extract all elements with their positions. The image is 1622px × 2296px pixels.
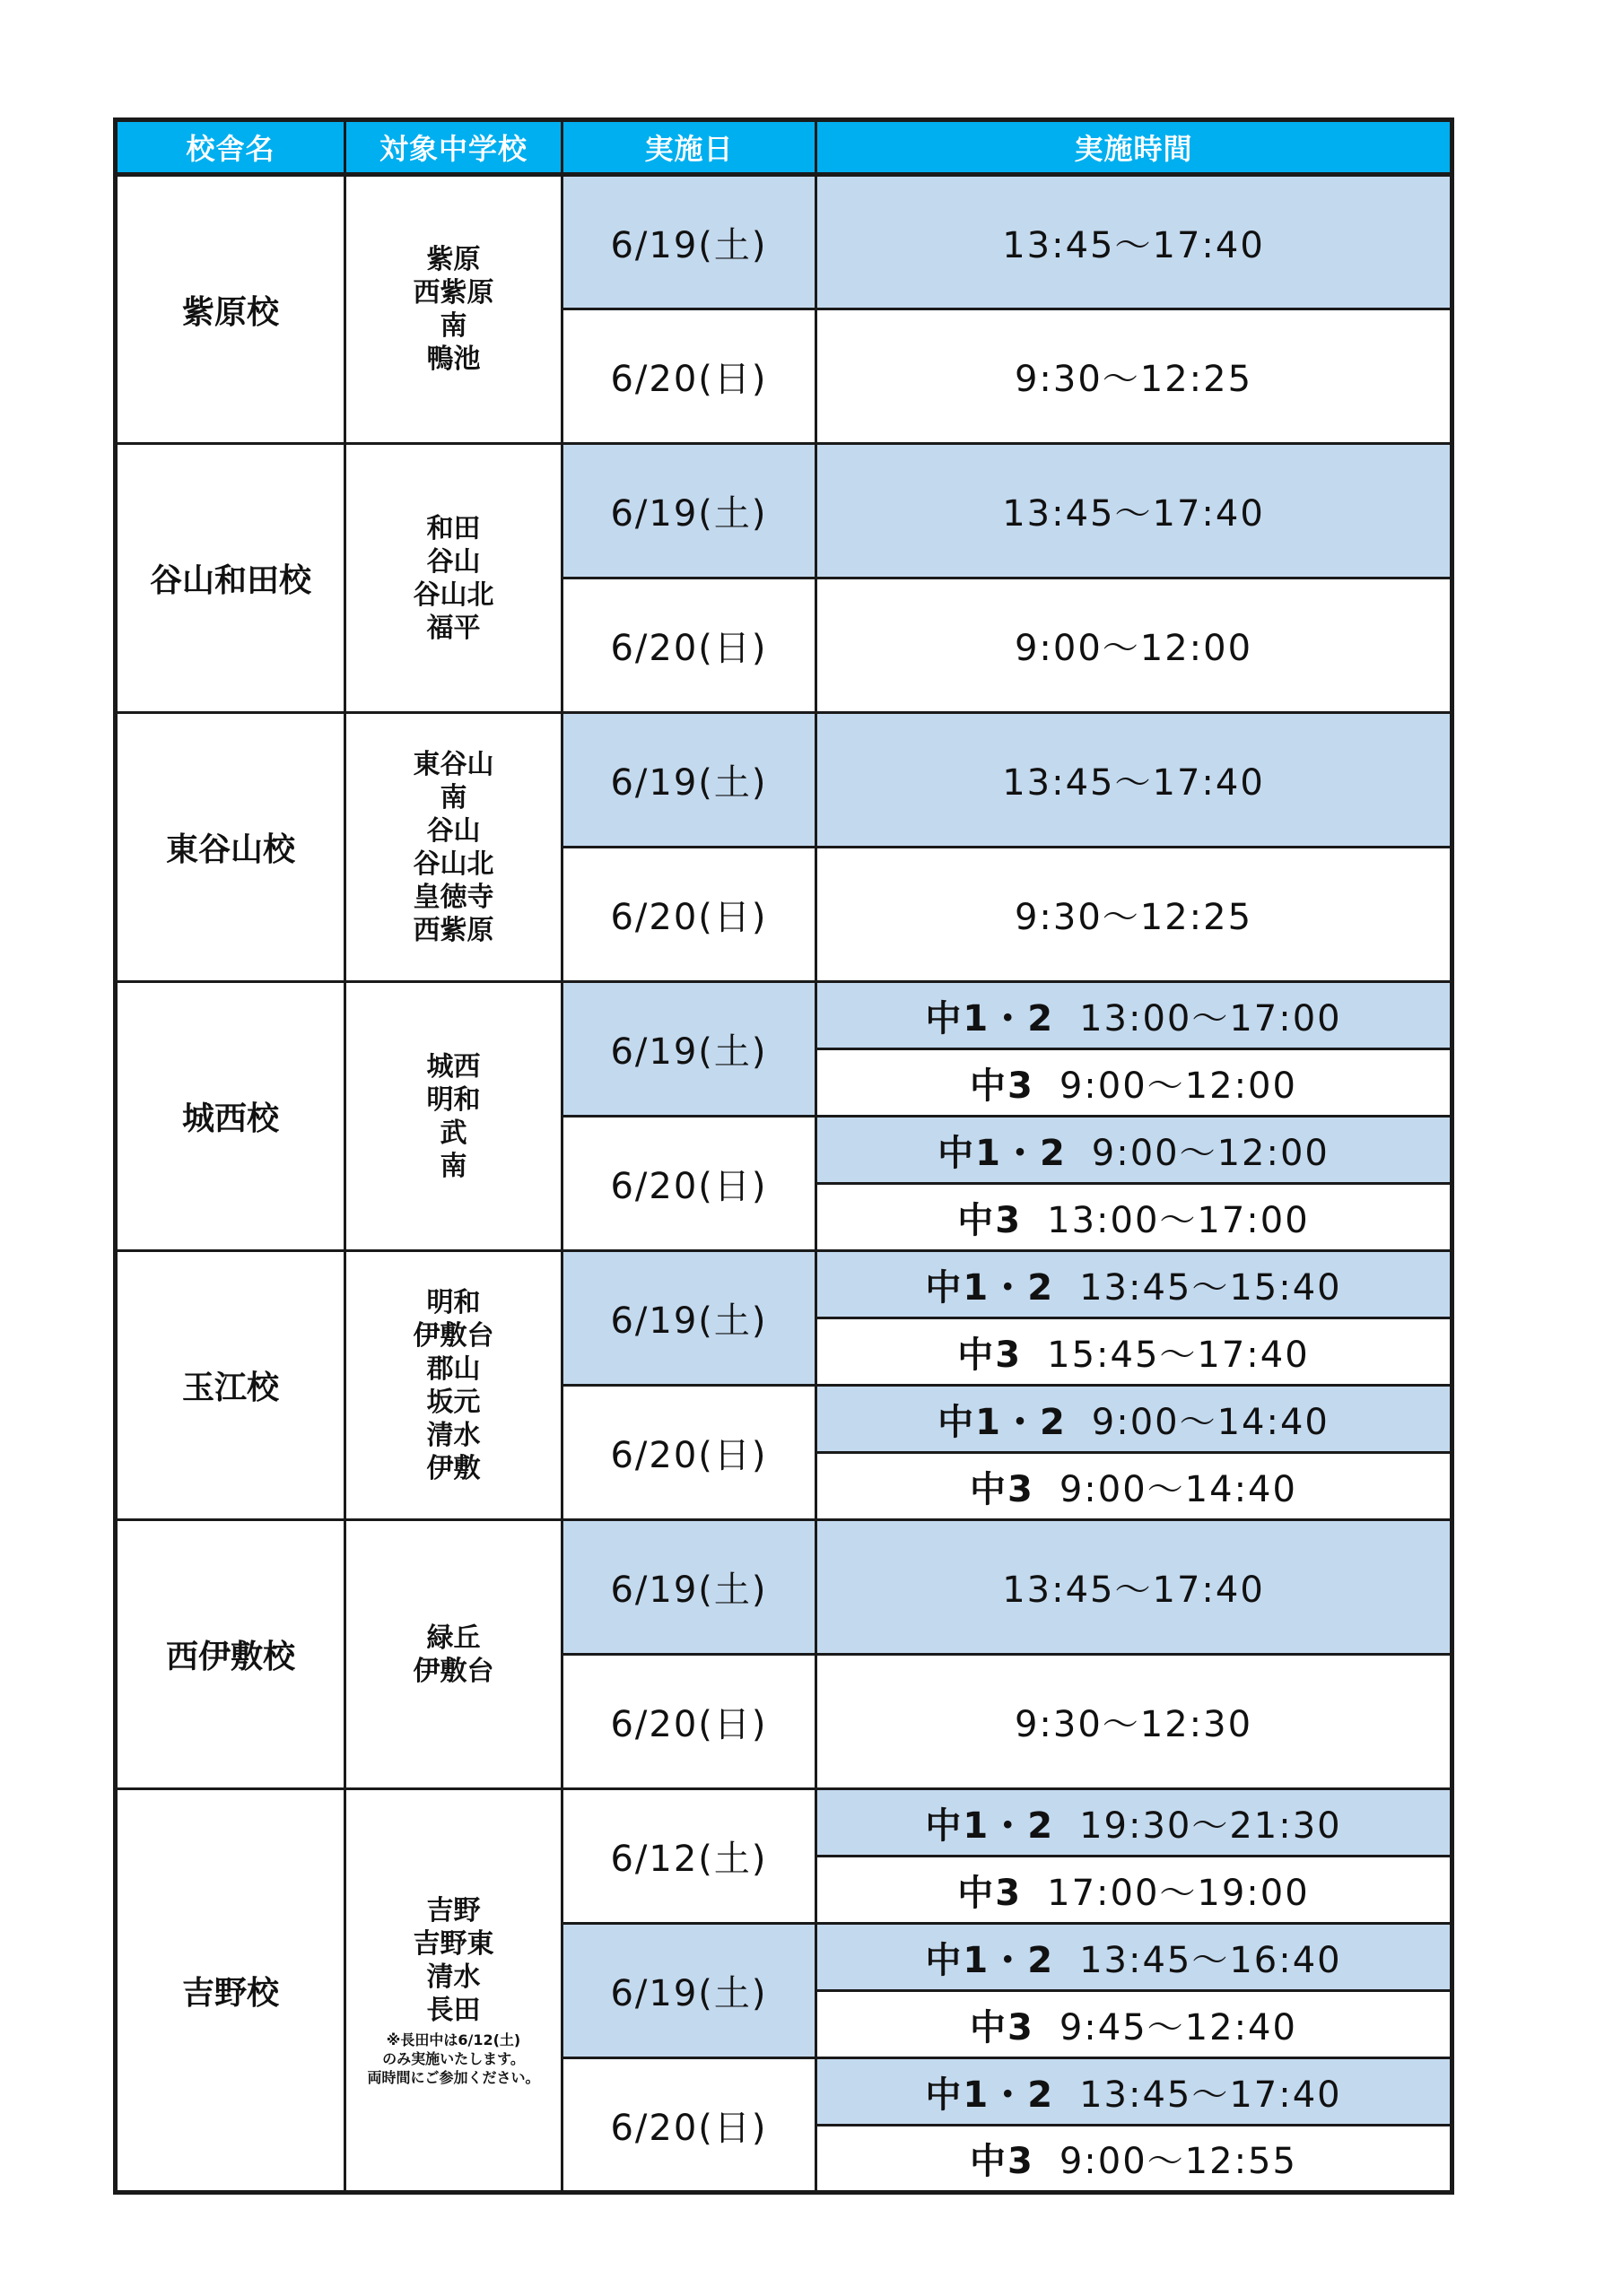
time-range: 17:00〜19:00: [1047, 1872, 1310, 1914]
school-name: 吉野校: [116, 1789, 345, 2193]
jhs-name: 吉野東: [413, 1927, 494, 1960]
time-range: 9:00〜14:40: [1059, 1468, 1297, 1510]
jhs-name: 緑丘: [426, 1622, 481, 1654]
jhs-name: 清水: [426, 1961, 481, 1993]
grade-label: 中3: [970, 1065, 1034, 1107]
time-cell: 13:45〜17:40: [816, 175, 1452, 309]
time-range: 13:45〜17:40: [1079, 2074, 1342, 2116]
table-row: [116, 1789, 1452, 1857]
jhs-name: 南: [440, 310, 467, 342]
time-cell: 13:45〜17:40: [816, 444, 1452, 578]
jhs-name: 鴨池: [426, 344, 481, 375]
date-cell: 6/19(土): [562, 1251, 816, 1386]
grade-label: 中1・2: [925, 2074, 1055, 2116]
grade-label: 中3: [957, 1199, 1023, 1241]
jhs-name: 南: [440, 1150, 467, 1182]
time-range: 13:45〜15:40: [1079, 1266, 1342, 1309]
jhs-name: 谷山北: [413, 848, 494, 880]
jhs-note-line: 両時間にご参加ください。: [367, 2068, 540, 2086]
target-jhs-list: [345, 713, 562, 982]
school-name: 紫原校: [116, 175, 345, 444]
time-cell: [816, 1251, 1452, 1318]
time-cell: 9:30〜12:25: [816, 848, 1452, 982]
grade-label: 中3: [970, 2006, 1034, 2048]
time-range: 9:00〜12:00: [1059, 1065, 1297, 1107]
jhs-name: 南: [440, 781, 467, 813]
jhs-name: 谷山北: [413, 578, 494, 611]
time-range: 15:45〜17:40: [1047, 1334, 1310, 1376]
grade-label: 中3: [970, 1468, 1034, 1510]
header-date: 実施日: [562, 120, 816, 175]
date-cell: 6/20(日): [562, 2058, 816, 2193]
time-cell: 13:45〜17:40: [816, 1520, 1452, 1655]
grade-label: 中1・2: [925, 1266, 1055, 1309]
target-jhs-list: [345, 1789, 562, 2193]
jhs-name: 吉野: [426, 1894, 481, 1926]
school-name: 城西校: [116, 982, 345, 1251]
table-row: [116, 713, 1452, 780]
jhs-name: 東谷山: [413, 748, 494, 780]
school-name: 西伊敷校: [116, 1520, 345, 1789]
time-range: 9:00〜14:40: [1091, 1401, 1330, 1443]
grade-label: 中1・2: [937, 1401, 1067, 1443]
jhs-name: 長田: [426, 1994, 481, 2026]
time-cell: 9:30〜12:30: [816, 1655, 1452, 1789]
table-row: [116, 1251, 1452, 1318]
time-cell: [816, 1386, 1452, 1453]
jhs-name: 清水: [426, 1419, 481, 1451]
jhs-name: 明和: [426, 1083, 481, 1116]
date-cell: 6/20(日): [562, 1655, 816, 1789]
date-cell: 6/20(日): [562, 578, 816, 713]
header-target-jhs: 対象中学校: [345, 120, 562, 175]
time-range: 9:45〜12:40: [1059, 2006, 1297, 2048]
time-cell: [816, 982, 1452, 1049]
time-cell: 9:00〜12:00: [816, 578, 1452, 713]
target-jhs-list: [345, 444, 562, 713]
jhs-name: 武: [440, 1117, 467, 1149]
jhs-name: 谷山: [426, 545, 481, 578]
target-jhs-list: [345, 1520, 562, 1789]
time-cell: 9:30〜12:25: [816, 309, 1452, 444]
grade-label: 中3: [957, 1872, 1023, 1914]
jhs-name: 福平: [426, 612, 481, 644]
jhs-name: 西紫原: [413, 277, 494, 309]
jhs-name: 和田: [426, 512, 481, 544]
grade-label: 中1・2: [925, 997, 1055, 1039]
time-range: 9:00〜12:00: [1091, 1132, 1330, 1174]
table-row: [116, 982, 1452, 1049]
table-row: [116, 1520, 1452, 1587]
target-jhs-list: [345, 982, 562, 1251]
jhs-name: 谷山: [426, 814, 481, 847]
time-cell: [816, 1453, 1452, 1520]
jhs-note-line: のみ実施いたします。: [382, 2049, 525, 2067]
date-cell: 6/19(土): [562, 1924, 816, 2058]
time-range: 13:45〜16:40: [1079, 1939, 1342, 1981]
grade-label: 中3: [957, 1334, 1023, 1376]
jhs-name: 坂元: [426, 1386, 481, 1418]
date-cell: 6/20(日): [562, 1386, 816, 1520]
time-range: 13:00〜17:00: [1047, 1199, 1310, 1241]
table-header: [116, 120, 1452, 175]
time-cell: [816, 1857, 1452, 1924]
target-jhs-list: [345, 175, 562, 444]
jhs-note-line: ※長田中は6/12(土): [386, 2031, 521, 2048]
table-body: [116, 175, 1452, 2193]
school-name: 谷山和田校: [116, 444, 345, 713]
target-jhs-list: [345, 1251, 562, 1520]
jhs-name: 伊敷: [426, 1452, 481, 1484]
time-cell: [816, 1318, 1452, 1386]
time-cell: [816, 1049, 1452, 1117]
date-cell: 6/12(土): [562, 1789, 816, 1924]
jhs-name: 明和: [426, 1286, 481, 1318]
date-cell: 6/20(日): [562, 848, 816, 982]
date-cell: 6/19(土): [562, 982, 816, 1117]
time-cell: [816, 1117, 1452, 1184]
date-cell: 6/19(土): [562, 175, 816, 309]
jhs-name: 伊敷台: [413, 1655, 494, 1687]
jhs-name: 紫原: [426, 244, 481, 275]
time-cell: [816, 1991, 1452, 2058]
jhs-name: 郡山: [426, 1352, 481, 1385]
jhs-name: 皇徳寺: [413, 881, 494, 913]
time-cell: [816, 1789, 1452, 1857]
header-row: [116, 120, 1452, 175]
date-cell: 6/19(土): [562, 444, 816, 578]
time-cell: [816, 1184, 1452, 1251]
time-cell: [816, 2058, 1452, 2126]
jhs-note: [346, 2031, 561, 2087]
grade-label: 中1・2: [925, 1939, 1055, 1981]
grade-label: 中1・2: [925, 1805, 1055, 1847]
date-cell: 6/20(日): [562, 1117, 816, 1251]
time-range: 13:00〜17:00: [1079, 997, 1342, 1039]
table-row: [116, 175, 1452, 242]
time-range: 9:00〜12:55: [1059, 2141, 1297, 2182]
school-name: 玉江校: [116, 1251, 345, 1520]
date-cell: 6/20(日): [562, 309, 816, 444]
schedule-table: [113, 117, 1454, 2195]
date-cell: 6/19(土): [562, 713, 816, 848]
table-row: [116, 444, 1452, 511]
jhs-name: 城西: [426, 1050, 481, 1083]
time-range: 19:30〜21:30: [1079, 1805, 1342, 1847]
date-cell: 6/19(土): [562, 1520, 816, 1655]
time-cell: [816, 2126, 1452, 2193]
time-cell: 13:45〜17:40: [816, 713, 1452, 848]
time-cell: [816, 1924, 1452, 1991]
grade-label: 中3: [970, 2141, 1034, 2182]
jhs-name: 伊敷台: [413, 1319, 494, 1352]
grade-label: 中1・2: [937, 1132, 1067, 1174]
header-school: 校舎名: [116, 120, 345, 175]
school-name: 東谷山校: [116, 713, 345, 982]
jhs-name: 西紫原: [413, 914, 494, 946]
header-time: 実施時間: [816, 120, 1452, 175]
